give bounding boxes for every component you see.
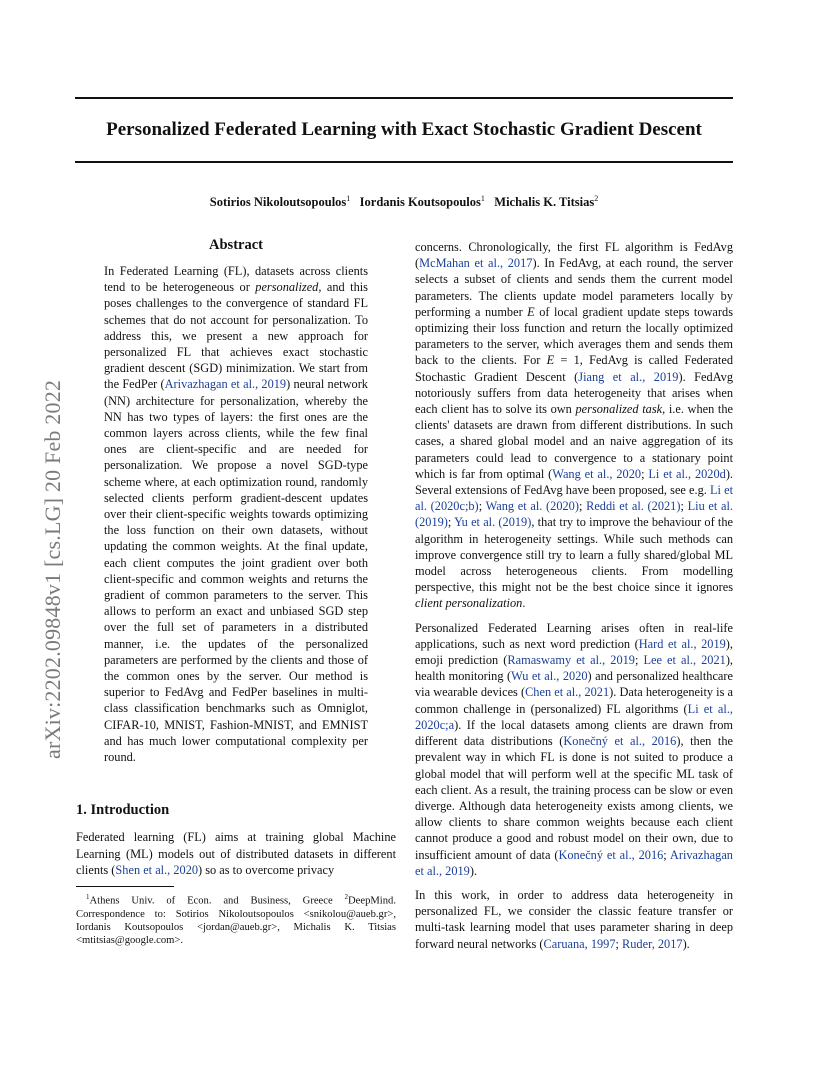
author-name: Michalis K. Titsias (494, 195, 595, 210)
intro-paragraph-continued: concerns. Chronologically, the first FL algorithm is FedAvg (McMahan et al., 2017). In FedAvg, at each round, the server selects a subset of clients and sends them the current model parameters. The clients update model parameters locally by performing a number E of local gradient update steps towards optimizing their loss function and return the locally optimized parameters to the server, which averages them and sends them back to the clients. For E = 1, FedAvg is called Federated Stochastic Gradient Descent (Jiang et al., 2019). FedAvg notoriously suffers from data heterogeneity that arises when each client has to solve its own personalized task, i.e. when the clients' datasets are drawn from different distributions. In such cases, a shared global model and an naive aggregation of its parameters could lead to convergence to a stationary point which is far from optimal (Wang et al., 2020; Li et al., 2020d). Several extensions of FedAvg have been proposed, see e.g. Li et al. (2020c;b); Wang et al. (2020); Reddi et al. (2021); Liu et al. (2019); Yu et al. (2019), that try to improve the behaviour of the algorithm in heterogeneity settings. While such methods can improve convergence still try to learn a fully shared/global ML model across heterogeneous clients. From modelling perspective, this might not be the best choice since it ignores client personalization. (415, 240, 734, 611)
footnote-rule (76, 886, 174, 887)
arxiv-identifier-stamp: arXiv:2202.09848v1 [cs.LG] 20 Feb 2022 (40, 379, 65, 759)
author-list (75, 190, 733, 211)
author-affiliation: 1 (480, 194, 485, 203)
section-heading-introduction: 1. Introduction (76, 802, 170, 819)
paper-title: Personalized Federated Learning with Exact Stochastic Gradient Descent (106, 119, 702, 140)
abstract-heading: Abstract (209, 237, 263, 253)
author-name: Iordanis Koutsopoulos (359, 195, 481, 210)
author-name: Sotirios Nikoloutsopoulos (209, 195, 347, 210)
left-column (76, 236, 396, 955)
intro-paragraph: In this work, in order to address data heterogeneity in personalized FL, we consider the classic feature transfer or multi-task learning model that uses parameter sharing in deep forward neural networks (Caruana, 1997; Ruder, 2017). (415, 887, 733, 951)
bottom-rule (75, 161, 733, 163)
right-column (415, 239, 733, 960)
author-affiliation: 2 (594, 194, 599, 203)
intro-paragraph: Federated learning (FL) aims at training global Machine Learning (ML) models out of distributed datasets in different clients (Shen et al., 2020) so as to overcome privacy (76, 830, 396, 877)
author-affiliation: 1 (346, 194, 351, 203)
abstract-text: In Federated Learning (FL), datasets across clients tend to be heterogeneous or personalized, and this poses challenges to the convergence of standard FL schemes that do not account for personalization. To address this, we present a new approach for personalized FL that achieves exact stochastic gradient descent (SGD) minimization. We start from the FedPer (Arivazhagan et al., 2019) neural network (NN) architecture for personalization, whereby the NN has two types of layers: the first ones are the common layers across clients, while the few final ones are client-specific and are needed for personalization. We propose a novel SGD-type scheme where, at each optimization round, randomly selected clients perform gradient-descent updates over their client-specific weights towards optimizing the loss function on their own datasets, without updating the common weights. At the final update, each client computes the joint gradient over both client-specific and common weights and returns the gradient of common parameters to the server. This allows to perform an exact and unbiased SGD step over the full set of parameters in a distributed manner, i.e. the updates of the personalized parameters are performed by the clients and those of the common ones by the server. Our method is superior to FedAvg and FedPer baselines in multi-class classification benchmarks such as Omniglot, CIFAR-10, MNIST, Fashion-MNIST, and EMNIST and has much lower computational complexity per round. (104, 264, 368, 765)
affiliation-footnote: $^1$Athens Univ. of Econ. and Business, Greece $^2$DeepMind. Correspondence to: Sotirios Nikoloutsopoulos <snikolou@aueb.gr>, Iordanis Koutsopoulos <jordan@aueb.gr>, Michalis K. Titsias <mtitsias@google.com>. (76, 892, 396, 947)
top-rule (75, 97, 733, 99)
intro-paragraph: Personalized Federated Learning arises often in real-life applications, such as next word prediction (Hard et al., 2019), emoji prediction (Ramaswamy et al., 2019; Lee et al., 2021), health monitoring (Wu et al., 2020) and personalized healthcare via wearable devices (Chen et al., 2021). Data heterogeneity is a common challenge in (personalized) FL algorithms (Li et al., 2020c;a). If the local datasets among clients are drawn from different data distributions (Konečný et al., 2016), then the prevalent way in which FL is done is not suited to produce a global model that will perform well at the specific ML task of each client. As a result, the training process can be slow or even diverge. Although data heterogeneity exists among clients, we allow clients to share common weights because each client cannot produce a good and robust model on their own, due to insufficient amount of data (Konečný et al., 2016; Arivazhagan et al., 2019). (415, 620, 734, 878)
